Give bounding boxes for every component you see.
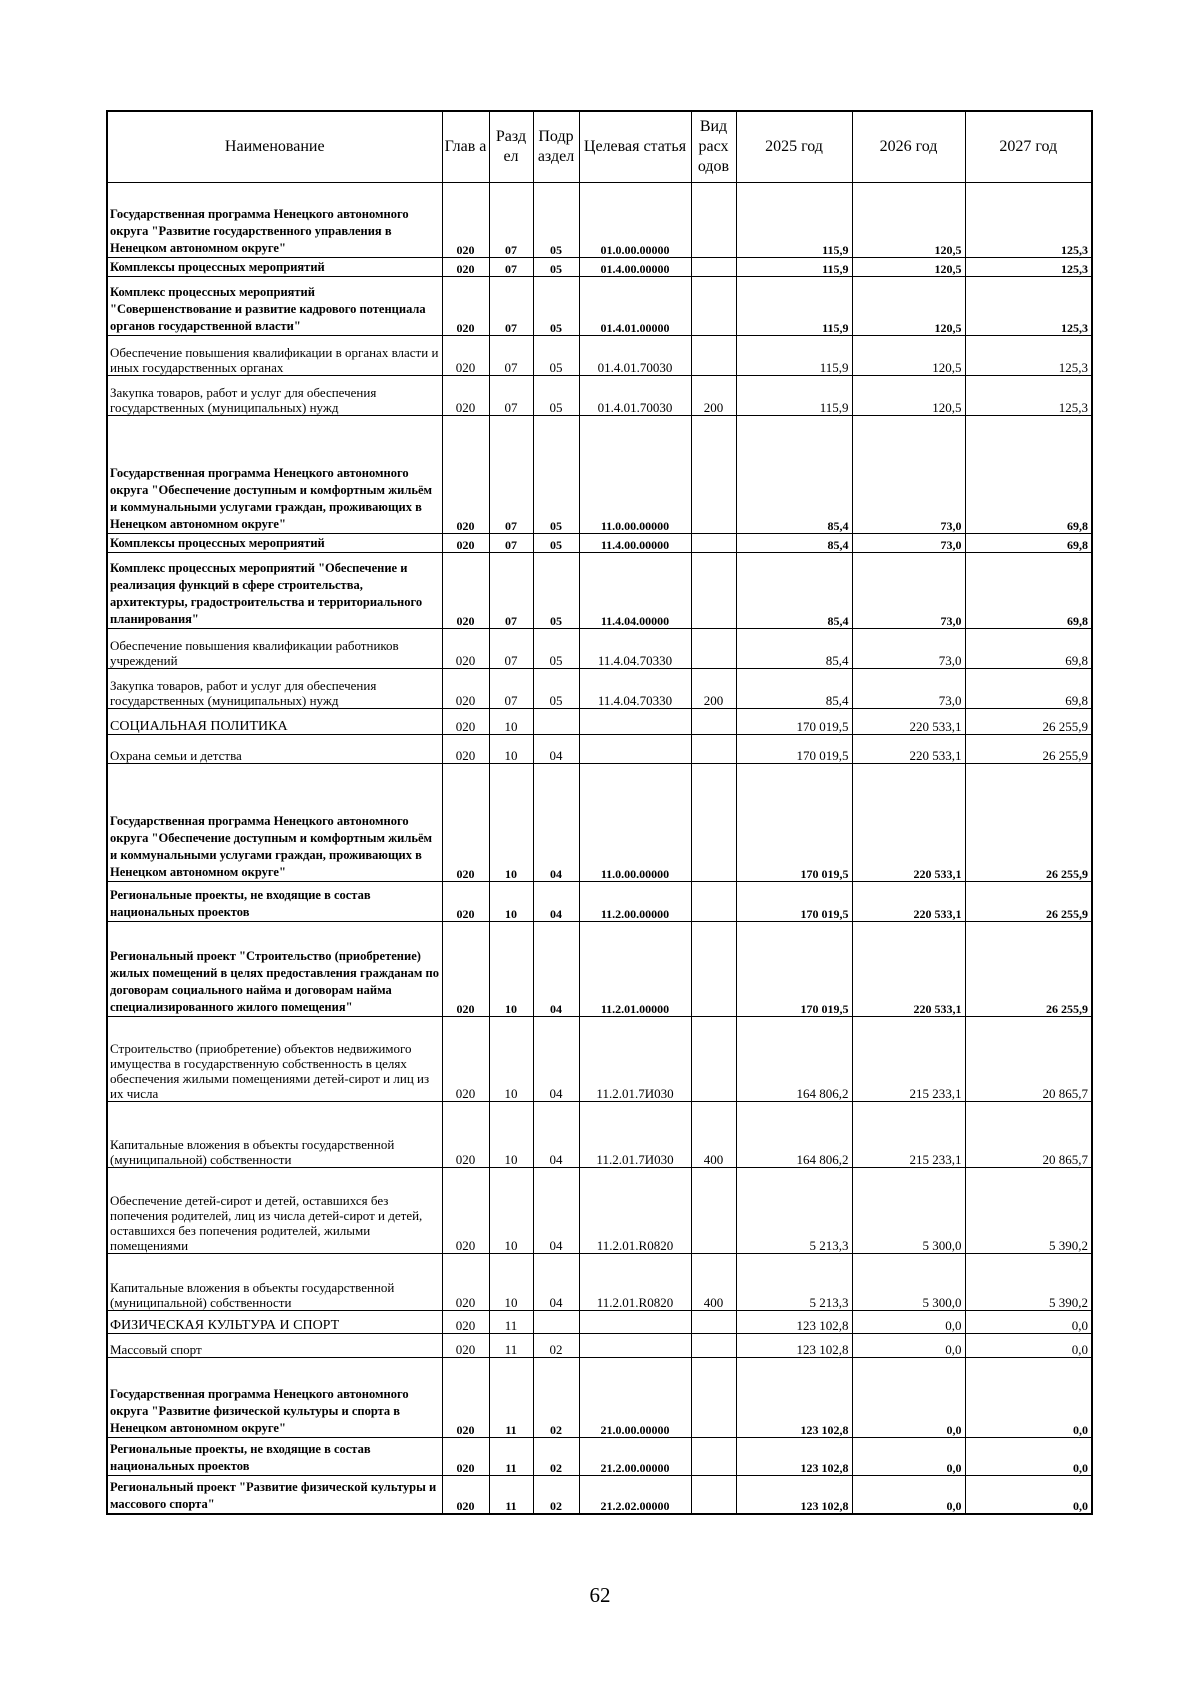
row-celevaya: 11.2.01.7И030 xyxy=(579,1102,691,1168)
row-name: Капитальные вложения в объекты государственной (муниципальной) собственности xyxy=(107,1254,442,1311)
row-2025: 164 806,2 xyxy=(736,1017,852,1102)
row-glava: 020 xyxy=(442,416,489,534)
row-glava: 020 xyxy=(442,669,489,709)
row-vid xyxy=(691,735,736,764)
row-glava: 020 xyxy=(442,1017,489,1102)
row-2025: 170 019,5 xyxy=(736,882,852,922)
row-2027: 69,8 xyxy=(965,416,1092,534)
row-2025: 123 102,8 xyxy=(736,1311,852,1334)
row-name: Массовый спорт xyxy=(107,1334,442,1358)
row-vid xyxy=(691,629,736,669)
row-2027: 26 255,9 xyxy=(965,735,1092,764)
row-podrazdel: 02 xyxy=(533,1438,579,1476)
row-2026: 120,5 xyxy=(852,376,965,416)
row-2026: 0,0 xyxy=(852,1358,965,1438)
row-2025: 170 019,5 xyxy=(736,709,852,735)
row-name: Государственная программа Ненецкого автономного округа "Развитие физической культуры и спорта в Ненецком автономном округе" xyxy=(107,1358,442,1438)
row-2025: 123 102,8 xyxy=(736,1334,852,1358)
row-podrazdel: 05 xyxy=(533,277,579,336)
table-row xyxy=(107,183,1092,258)
row-razdel: 10 xyxy=(489,764,533,882)
table-row xyxy=(107,1334,1092,1358)
row-vid xyxy=(691,1334,736,1358)
row-name: Комплексы процессных мероприятий xyxy=(107,258,442,277)
row-podrazdel: 05 xyxy=(533,183,579,258)
row-celevaya xyxy=(579,1334,691,1358)
header-2027: 2027 год xyxy=(965,111,1092,183)
row-2025: 115,9 xyxy=(736,376,852,416)
row-glava: 020 xyxy=(442,629,489,669)
table-row xyxy=(107,416,1092,534)
table-row xyxy=(107,376,1092,416)
row-celevaya: 01.4.00.00000 xyxy=(579,258,691,277)
row-celevaya: 11.2.01.7И030 xyxy=(579,1017,691,1102)
row-celevaya: 21.2.00.00000 xyxy=(579,1438,691,1476)
row-celevaya: 11.4.04.70330 xyxy=(579,669,691,709)
row-2026: 120,5 xyxy=(852,336,965,376)
row-razdel: 11 xyxy=(489,1311,533,1334)
row-podrazdel: 02 xyxy=(533,1358,579,1438)
row-glava: 020 xyxy=(442,1311,489,1334)
row-podrazdel xyxy=(533,1311,579,1334)
row-2025: 85,4 xyxy=(736,553,852,629)
row-vid: 200 xyxy=(691,669,736,709)
row-celevaya: 11.4.04.00000 xyxy=(579,553,691,629)
row-2026: 0,0 xyxy=(852,1476,965,1514)
row-2027: 5 390,2 xyxy=(965,1168,1092,1254)
row-vid xyxy=(691,258,736,277)
row-2027: 0,0 xyxy=(965,1438,1092,1476)
row-glava: 020 xyxy=(442,1102,489,1168)
row-celevaya: 01.4.01.70030 xyxy=(579,376,691,416)
table-row xyxy=(107,336,1092,376)
row-2025: 115,9 xyxy=(736,183,852,258)
row-2026: 0,0 xyxy=(852,1311,965,1334)
row-2027: 125,3 xyxy=(965,258,1092,277)
row-2027: 69,8 xyxy=(965,553,1092,629)
row-2027: 26 255,9 xyxy=(965,882,1092,922)
row-2025: 115,9 xyxy=(736,336,852,376)
table-row xyxy=(107,764,1092,882)
row-celevaya: 11.0.00.00000 xyxy=(579,764,691,882)
row-name: Региональные проекты, не входящие в состав национальных проектов xyxy=(107,1438,442,1476)
row-2026: 120,5 xyxy=(852,258,965,277)
row-celevaya: 11.4.04.70330 xyxy=(579,629,691,669)
row-vid xyxy=(691,1358,736,1438)
row-vid xyxy=(691,416,736,534)
row-2026: 220 533,1 xyxy=(852,922,965,1017)
row-razdel: 11 xyxy=(489,1334,533,1358)
row-2026: 215 233,1 xyxy=(852,1102,965,1168)
row-razdel: 07 xyxy=(489,629,533,669)
row-2025: 123 102,8 xyxy=(736,1358,852,1438)
row-2027: 0,0 xyxy=(965,1358,1092,1438)
row-2027: 26 255,9 xyxy=(965,922,1092,1017)
table-row xyxy=(107,1358,1092,1438)
row-razdel: 07 xyxy=(489,336,533,376)
table-row xyxy=(107,534,1092,553)
row-vid xyxy=(691,709,736,735)
row-2025: 85,4 xyxy=(736,416,852,534)
row-podrazdel: 04 xyxy=(533,1254,579,1311)
row-celevaya: 11.2.01.R0820 xyxy=(579,1168,691,1254)
table-row xyxy=(107,1438,1092,1476)
row-2027: 125,3 xyxy=(965,183,1092,258)
budget-table xyxy=(106,110,1093,1515)
row-2025: 170 019,5 xyxy=(736,922,852,1017)
row-podrazdel: 02 xyxy=(533,1476,579,1514)
row-2026: 73,0 xyxy=(852,629,965,669)
row-2027: 69,8 xyxy=(965,669,1092,709)
row-podrazdel: 05 xyxy=(533,336,579,376)
row-vid xyxy=(691,183,736,258)
table-row xyxy=(107,882,1092,922)
row-glava: 020 xyxy=(442,735,489,764)
row-vid xyxy=(691,1438,736,1476)
row-name: Государственная программа Ненецкого автономного округа "Обеспечение доступным и комфортным жильём и коммунальными услугами граждан, проживающих в Ненецком автономном округе" xyxy=(107,764,442,882)
row-glava: 020 xyxy=(442,1358,489,1438)
row-2026: 220 533,1 xyxy=(852,709,965,735)
row-glava: 020 xyxy=(442,1334,489,1358)
table-row xyxy=(107,669,1092,709)
row-podrazdel: 05 xyxy=(533,553,579,629)
row-vid xyxy=(691,534,736,553)
row-name: ФИЗИЧЕСКАЯ КУЛЬТУРА И СПОРТ xyxy=(107,1311,442,1334)
row-vid xyxy=(691,882,736,922)
table-row xyxy=(107,1102,1092,1168)
row-2027: 69,8 xyxy=(965,534,1092,553)
table-row xyxy=(107,1017,1092,1102)
table-row xyxy=(107,922,1092,1017)
row-razdel: 07 xyxy=(489,183,533,258)
row-razdel: 11 xyxy=(489,1438,533,1476)
header-2026: 2026 год xyxy=(852,111,965,183)
row-podrazdel: 04 xyxy=(533,735,579,764)
row-2026: 0,0 xyxy=(852,1334,965,1358)
row-name: Региональные проекты, не входящие в состав национальных проектов xyxy=(107,882,442,922)
row-vid xyxy=(691,764,736,882)
row-glava: 020 xyxy=(442,1168,489,1254)
row-razdel: 10 xyxy=(489,922,533,1017)
row-vid xyxy=(691,553,736,629)
row-vid: 200 xyxy=(691,376,736,416)
row-name: Закупка товаров, работ и услуг для обеспечения государственных (муниципальных) нужд xyxy=(107,376,442,416)
row-2026: 220 533,1 xyxy=(852,735,965,764)
row-celevaya: 21.2.02.00000 xyxy=(579,1476,691,1514)
row-celevaya xyxy=(579,1311,691,1334)
row-glava: 020 xyxy=(442,336,489,376)
row-2026: 120,5 xyxy=(852,277,965,336)
row-glava: 020 xyxy=(442,922,489,1017)
row-razdel: 10 xyxy=(489,735,533,764)
row-razdel: 07 xyxy=(489,553,533,629)
row-2026: 215 233,1 xyxy=(852,1017,965,1102)
row-celevaya: 01.4.01.70030 xyxy=(579,336,691,376)
row-glava: 020 xyxy=(442,183,489,258)
row-2025: 115,9 xyxy=(736,277,852,336)
row-2027: 20 865,7 xyxy=(965,1102,1092,1168)
header-2025: 2025 год xyxy=(736,111,852,183)
row-vid xyxy=(691,1476,736,1514)
row-razdel: 07 xyxy=(489,416,533,534)
row-name: Строительство (приобретение) объектов недвижимого имущества в государственную собственность в целях обеспечения жилыми помещениями детей-сирот и лиц из их числа xyxy=(107,1017,442,1102)
row-name: Капитальные вложения в объекты государственной (муниципальной) собственности xyxy=(107,1102,442,1168)
row-podrazdel: 02 xyxy=(533,1334,579,1358)
row-vid: 400 xyxy=(691,1102,736,1168)
row-2026: 0,0 xyxy=(852,1438,965,1476)
row-razdel: 10 xyxy=(489,1168,533,1254)
table-row xyxy=(107,258,1092,277)
row-celevaya xyxy=(579,709,691,735)
row-name: Комплексы процессных мероприятий xyxy=(107,534,442,553)
row-glava: 020 xyxy=(442,277,489,336)
row-razdel: 07 xyxy=(489,376,533,416)
row-celevaya: 11.2.01.R0820 xyxy=(579,1254,691,1311)
row-podrazdel: 05 xyxy=(533,376,579,416)
row-2027: 0,0 xyxy=(965,1334,1092,1358)
header-podrazdel: Подр аздел xyxy=(533,111,579,183)
row-celevaya: 01.4.01.00000 xyxy=(579,277,691,336)
row-celevaya xyxy=(579,735,691,764)
row-razdel: 07 xyxy=(489,258,533,277)
row-2025: 5 213,3 xyxy=(736,1254,852,1311)
row-vid xyxy=(691,336,736,376)
row-2026: 73,0 xyxy=(852,553,965,629)
row-podrazdel: 04 xyxy=(533,764,579,882)
row-2027: 125,3 xyxy=(965,277,1092,336)
row-name: СОЦИАЛЬНАЯ ПОЛИТИКА xyxy=(107,709,442,735)
row-podrazdel: 05 xyxy=(533,258,579,277)
row-name: Обеспечение повышения квалификации в органах власти и иных государственных органах xyxy=(107,336,442,376)
row-name: Комплекс процессных мероприятий "Обеспечение и реализация функций в сфере строительства, архитектуры, градостроительства и территориального планирования" xyxy=(107,553,442,629)
row-2025: 115,9 xyxy=(736,258,852,277)
row-glava: 020 xyxy=(442,882,489,922)
row-podrazdel: 04 xyxy=(533,882,579,922)
row-razdel: 10 xyxy=(489,709,533,735)
header-vid-rashodov: Вид расх одов xyxy=(691,111,736,183)
table-row xyxy=(107,709,1092,735)
row-celevaya: 11.4.00.00000 xyxy=(579,534,691,553)
row-2025: 85,4 xyxy=(736,629,852,669)
table-row xyxy=(107,1254,1092,1311)
row-podrazdel: 05 xyxy=(533,669,579,709)
row-name: Государственная программа Ненецкого автономного округа "Обеспечение доступным и комфортным жильём и коммунальными услугами граждан, проживающих в Ненецком автономном округе" xyxy=(107,416,442,534)
row-vid xyxy=(691,277,736,336)
row-celevaya: 21.0.00.00000 xyxy=(579,1358,691,1438)
row-razdel: 07 xyxy=(489,534,533,553)
row-name: Закупка товаров, работ и услуг для обеспечения государственных (муниципальных) нужд xyxy=(107,669,442,709)
row-glava: 020 xyxy=(442,553,489,629)
row-razdel: 10 xyxy=(489,1102,533,1168)
header-celevaya-statya: Целевая статья xyxy=(579,111,691,183)
row-name: Региональный проект "Развитие физической культуры и массового спорта" xyxy=(107,1476,442,1514)
row-podrazdel: 05 xyxy=(533,629,579,669)
row-vid xyxy=(691,1311,736,1334)
row-2027: 20 865,7 xyxy=(965,1017,1092,1102)
row-2025: 170 019,5 xyxy=(736,735,852,764)
row-podrazdel: 04 xyxy=(533,1102,579,1168)
row-name: Комплекс процессных мероприятий "Совершенствование и развитие кадрового потенциала органов государственной власти" xyxy=(107,277,442,336)
row-razdel: 11 xyxy=(489,1358,533,1438)
row-glava: 020 xyxy=(442,709,489,735)
header-name: Наименование xyxy=(107,111,442,183)
row-razdel: 07 xyxy=(489,669,533,709)
header-glava: Глав а xyxy=(442,111,489,183)
row-glava: 020 xyxy=(442,258,489,277)
row-2026: 220 533,1 xyxy=(852,764,965,882)
row-vid xyxy=(691,922,736,1017)
row-name: Региональный проект "Строительство (приобретение) жилых помещений в целях предоставления гражданам по договорам социального найма и договорам найма специализированного жилого помещения" xyxy=(107,922,442,1017)
table-row xyxy=(107,629,1092,669)
row-2027: 69,8 xyxy=(965,629,1092,669)
row-name: Охрана семьи и детства xyxy=(107,735,442,764)
row-glava: 020 xyxy=(442,1438,489,1476)
row-vid xyxy=(691,1017,736,1102)
row-glava: 020 xyxy=(442,1254,489,1311)
row-name: Обеспечение детей-сирот и детей, оставшихся без попечения родителей, лиц из числа детей-сирот и детей, оставшихся без попечения родителей, жилыми помещениями xyxy=(107,1168,442,1254)
row-2025: 85,4 xyxy=(736,534,852,553)
table-header-row xyxy=(107,111,1092,183)
row-celevaya: 01.0.00.00000 xyxy=(579,183,691,258)
table-row xyxy=(107,277,1092,336)
row-podrazdel: 05 xyxy=(533,416,579,534)
row-glava: 020 xyxy=(442,1476,489,1514)
row-glava: 020 xyxy=(442,534,489,553)
row-2027: 0,0 xyxy=(965,1311,1092,1334)
row-2026: 73,0 xyxy=(852,669,965,709)
row-podrazdel: 04 xyxy=(533,1017,579,1102)
row-razdel: 10 xyxy=(489,1017,533,1102)
table-row xyxy=(107,1476,1092,1514)
row-2025: 5 213,3 xyxy=(736,1168,852,1254)
table-row xyxy=(107,1168,1092,1254)
table-row xyxy=(107,553,1092,629)
row-glava: 020 xyxy=(442,376,489,416)
row-celevaya: 11.2.00.00000 xyxy=(579,882,691,922)
row-2027: 125,3 xyxy=(965,376,1092,416)
row-2026: 73,0 xyxy=(852,416,965,534)
row-2025: 123 102,8 xyxy=(736,1438,852,1476)
row-razdel: 11 xyxy=(489,1476,533,1514)
row-podrazdel: 04 xyxy=(533,1168,579,1254)
header-razdel: Разд ел xyxy=(489,111,533,183)
row-2025: 123 102,8 xyxy=(736,1476,852,1514)
table-row xyxy=(107,1311,1092,1334)
row-celevaya: 11.0.00.00000 xyxy=(579,416,691,534)
row-razdel: 10 xyxy=(489,1254,533,1311)
row-razdel: 07 xyxy=(489,277,533,336)
row-2026: 120,5 xyxy=(852,183,965,258)
row-glava: 020 xyxy=(442,764,489,882)
row-2026: 73,0 xyxy=(852,534,965,553)
row-2026: 5 300,0 xyxy=(852,1168,965,1254)
row-2026: 220 533,1 xyxy=(852,882,965,922)
row-2025: 170 019,5 xyxy=(736,764,852,882)
row-2027: 0,0 xyxy=(965,1476,1092,1514)
row-2027: 26 255,9 xyxy=(965,709,1092,735)
row-2026: 5 300,0 xyxy=(852,1254,965,1311)
row-razdel: 10 xyxy=(489,882,533,922)
table-row xyxy=(107,735,1092,764)
row-name: Обеспечение повышения квалификации работников учреждений xyxy=(107,629,442,669)
row-vid xyxy=(691,1168,736,1254)
row-name: Государственная программа Ненецкого автономного округа "Развитие государственного управления в Ненецком автономном округе" xyxy=(107,183,442,258)
row-2027: 5 390,2 xyxy=(965,1254,1092,1311)
row-2025: 85,4 xyxy=(736,669,852,709)
row-2027: 26 255,9 xyxy=(965,764,1092,882)
row-vid: 400 xyxy=(691,1254,736,1311)
page-number: 62 xyxy=(589,1583,611,1607)
row-podrazdel xyxy=(533,709,579,735)
row-2025: 164 806,2 xyxy=(736,1102,852,1168)
row-podrazdel: 04 xyxy=(533,922,579,1017)
row-podrazdel: 05 xyxy=(533,534,579,553)
row-2027: 125,3 xyxy=(965,336,1092,376)
budget-page xyxy=(106,110,1091,1515)
row-celevaya: 11.2.01.00000 xyxy=(579,922,691,1017)
